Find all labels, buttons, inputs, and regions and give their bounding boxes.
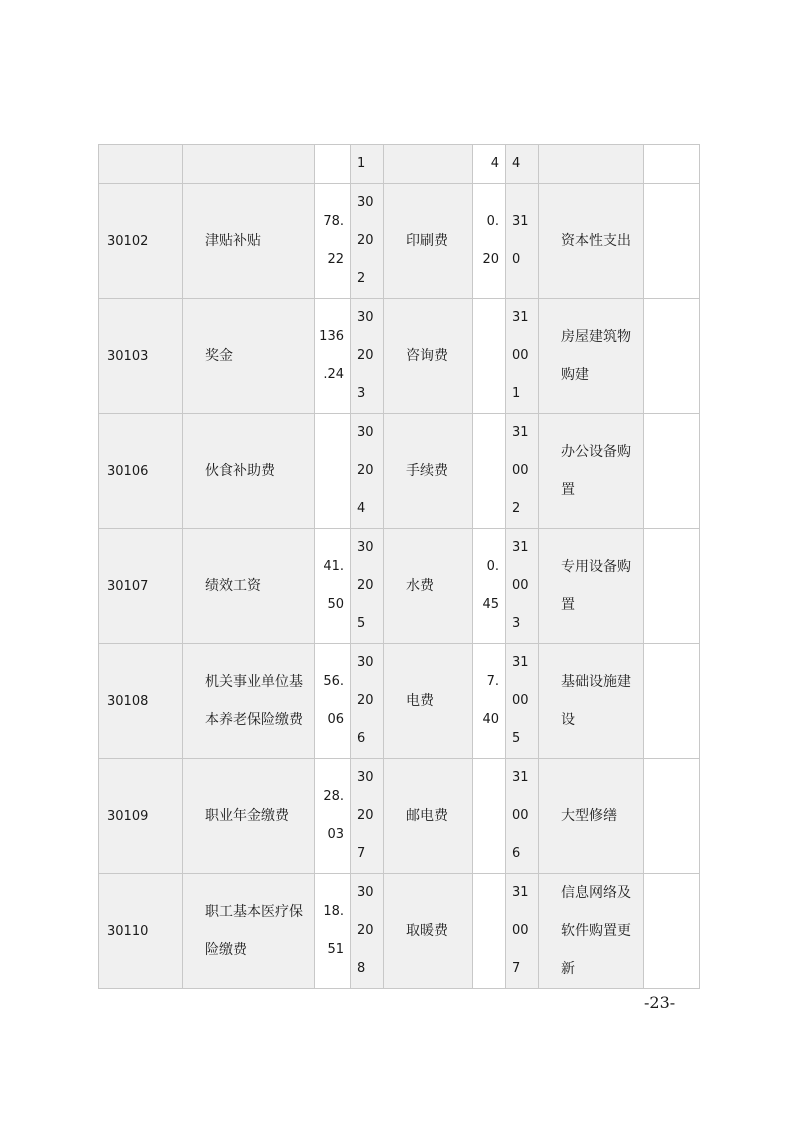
table-row [99, 529, 700, 644]
cell-line: 7. [486, 674, 499, 689]
table-cell [351, 184, 384, 299]
table-row [99, 414, 700, 529]
table-cell [473, 644, 506, 759]
cell-line: 31 [512, 425, 529, 440]
cell-line: 30 [357, 885, 374, 900]
cell-line: 00 [512, 463, 529, 478]
budget-table [98, 144, 700, 989]
cell-line: 20 [357, 693, 374, 708]
table-cell: 印刷费 [384, 184, 473, 299]
table-cell: 办公设备购置 [539, 414, 644, 529]
table-cell [351, 759, 384, 874]
table-cell [315, 414, 351, 529]
cell-line: 00 [512, 348, 529, 363]
table-cell [473, 874, 506, 989]
cell-line: 5 [512, 731, 521, 746]
table-cell [644, 874, 700, 989]
table-cell [351, 644, 384, 759]
table-cell: 专用设备购置 [539, 529, 644, 644]
cell-line: 00 [512, 808, 529, 823]
table-cell: 水费 [384, 529, 473, 644]
page-number: -23- [644, 993, 676, 1012]
table-cell [644, 184, 700, 299]
table-cell: 咨询费 [384, 299, 473, 414]
table-cell: 1 [351, 145, 384, 184]
cell-line: 45 [482, 597, 499, 612]
table-cell: 取暖费 [384, 874, 473, 989]
cell-line: 31 [512, 540, 529, 555]
table-cell: 机关事业单位基本养老保险缴费 [183, 644, 315, 759]
table-cell [644, 145, 700, 184]
cell-line: 20 [357, 578, 374, 593]
cell-line: 00 [512, 923, 529, 938]
cell-line: 8 [357, 961, 366, 976]
table-cell [315, 759, 351, 874]
cell-line: 6 [512, 846, 521, 861]
table-cell [506, 759, 539, 874]
cell-line: 4 [357, 501, 366, 516]
cell-line: 0. [486, 214, 499, 229]
table-cell [644, 414, 700, 529]
table-cell [351, 414, 384, 529]
cell-line: 20 [357, 233, 374, 248]
table-cell [384, 145, 473, 184]
table-cell: 基础设施建设 [539, 644, 644, 759]
cell-line: 18. [323, 904, 344, 919]
table-cell [539, 145, 644, 184]
table-cell [315, 644, 351, 759]
table-cell [506, 184, 539, 299]
table-cell [506, 529, 539, 644]
cell-line: 28. [323, 789, 344, 804]
cell-line: 20 [357, 463, 374, 478]
table-cell [506, 874, 539, 989]
cell-line: 31 [512, 310, 529, 325]
cell-line: 30 [357, 310, 374, 325]
table-cell [315, 184, 351, 299]
table-cell: 职业年金缴费 [183, 759, 315, 874]
table-cell [315, 529, 351, 644]
table-cell: 职工基本医疗保险缴费 [183, 874, 315, 989]
cell-line: 30 [357, 425, 374, 440]
cell-line: 2 [512, 501, 521, 516]
table-cell [99, 145, 183, 184]
cell-line: 06 [327, 712, 344, 727]
table-cell: 30103 [99, 299, 183, 414]
cell-line: 2 [357, 271, 366, 286]
cell-line: 136 [319, 329, 344, 344]
table-cell [315, 299, 351, 414]
table-cell [473, 759, 506, 874]
table-cell [473, 299, 506, 414]
table-cell [644, 644, 700, 759]
table-cell [644, 759, 700, 874]
cell-line: 0 [512, 252, 521, 267]
cell-line: 20 [357, 923, 374, 938]
cell-line: 30 [357, 655, 374, 670]
cell-line: .24 [323, 367, 344, 382]
cell-line: 56. [323, 674, 344, 689]
table-cell [473, 184, 506, 299]
cell-line: 31 [512, 770, 529, 785]
table-cell: 津贴补贴 [183, 184, 315, 299]
cell-line: 00 [512, 693, 529, 708]
table-cell: 30109 [99, 759, 183, 874]
cell-line: 31 [512, 655, 529, 670]
table-cell [315, 874, 351, 989]
cell-line: 20 [357, 808, 374, 823]
table-row [99, 184, 700, 299]
cell-line: 3 [512, 616, 521, 631]
table-row [99, 874, 700, 989]
table-cell [351, 529, 384, 644]
cell-line: 1 [512, 386, 521, 401]
table-cell [644, 529, 700, 644]
table-cell [315, 145, 351, 184]
cell-line: 7 [512, 961, 521, 976]
cell-line: 31 [512, 885, 529, 900]
table-cell [351, 874, 384, 989]
cell-line: 20 [482, 252, 499, 267]
cell-line: 31 [512, 214, 529, 229]
table-row [99, 644, 700, 759]
table-cell: 手续费 [384, 414, 473, 529]
table-cell: 电费 [384, 644, 473, 759]
table-cell: 30110 [99, 874, 183, 989]
table-cell [473, 414, 506, 529]
cell-line: 40 [482, 712, 499, 727]
table-cell: 30102 [99, 184, 183, 299]
table-cell [351, 299, 384, 414]
cell-line: 3 [357, 386, 366, 401]
table-cell [506, 414, 539, 529]
table-cell [473, 529, 506, 644]
cell-line: 51 [327, 942, 344, 957]
table-cell: 4 [506, 145, 539, 184]
cell-line: 50 [327, 597, 344, 612]
table-cell: 奖金 [183, 299, 315, 414]
table-cell: 大型修缮 [539, 759, 644, 874]
table-cell [183, 145, 315, 184]
table-cell: 信息网络及软件购置更新 [539, 874, 644, 989]
table-cell: 30106 [99, 414, 183, 529]
cell-line: 22 [327, 252, 344, 267]
table-cell: 4 [473, 145, 506, 184]
cell-line: 5 [357, 616, 366, 631]
cell-line: 41. [323, 559, 344, 574]
table-row [99, 299, 700, 414]
cell-line: 20 [357, 348, 374, 363]
cell-line: 6 [357, 731, 366, 746]
table-cell: 30108 [99, 644, 183, 759]
cell-line: 78. [323, 214, 344, 229]
table-cell: 资本性支出 [539, 184, 644, 299]
cell-line: 03 [327, 827, 344, 842]
table-row [99, 759, 700, 874]
table-cell [506, 299, 539, 414]
cell-line: 30 [357, 540, 374, 555]
cell-line: 7 [357, 846, 366, 861]
table-cell: 30107 [99, 529, 183, 644]
table-cell: 房屋建筑物购建 [539, 299, 644, 414]
table-cell: 邮电费 [384, 759, 473, 874]
table-cell: 伙食补助费 [183, 414, 315, 529]
cell-line: 30 [357, 770, 374, 785]
cell-line: 30 [357, 195, 374, 210]
table-row [99, 145, 700, 184]
cell-line: 00 [512, 578, 529, 593]
table-cell: 绩效工资 [183, 529, 315, 644]
cell-line: 0. [486, 559, 499, 574]
table-cell [506, 644, 539, 759]
table-cell [644, 299, 700, 414]
